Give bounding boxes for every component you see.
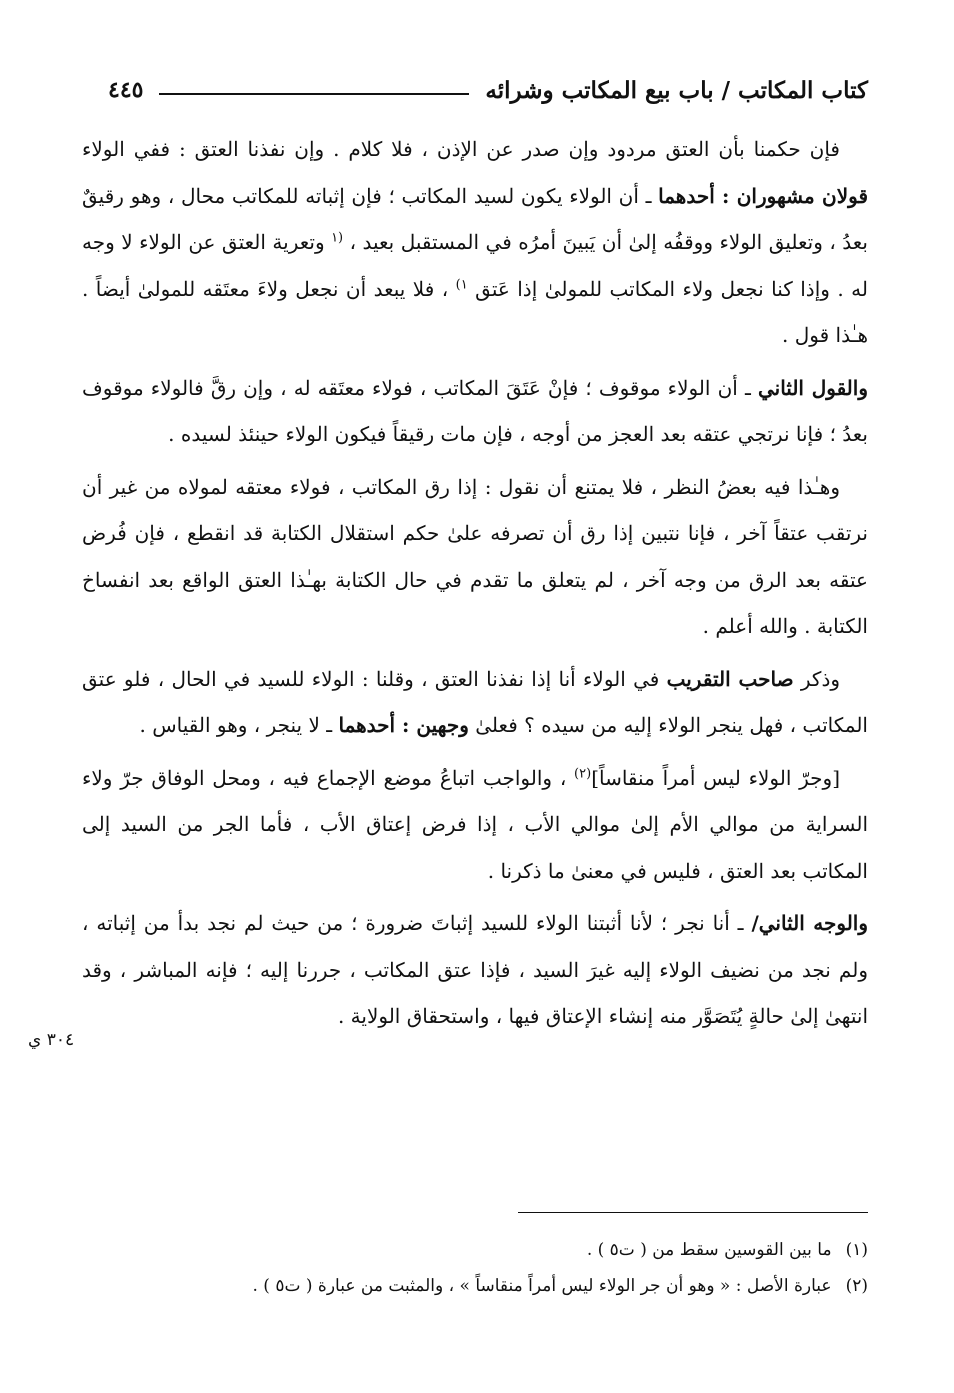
- footnote-text: عبارة الأصل : « وهو أن جر الولاء ليس أمراً منقاساً » ، والمثبت من عبارة ( ت٥ ) .: [252, 1276, 832, 1296]
- paragraph: [82, 656, 868, 749]
- paragraph: [82, 900, 868, 1040]
- footnote: [86, 1232, 868, 1268]
- body-text: [82, 126, 868, 1046]
- paragraph: [82, 126, 868, 359]
- footnote-number: (١): [845, 1240, 868, 1260]
- text-run: ـ أن الولاء موقوف ؛ فإنْ عَتَقَ المكاتب ، فولاء معتَقه له ، وإن رقَّ فالولاء موقوف بعدُ ؛ فإنا نرتجي عتقه بعد العجز من أوجه ، فإن مات رقيقاً فيكون الولاء حينئذ لسيده .: [82, 375, 868, 446]
- text-run: فإن حكمنا بأن العتق مردود وإن صدر عن الإذن ، فلا كلام . وإن نفذنا العتق : ففي الولاء: [82, 137, 840, 161]
- paragraph: [82, 365, 868, 458]
- footnote: [86, 1268, 868, 1304]
- bold-term: والوجه الثاني/: [751, 911, 869, 935]
- footnotes: [86, 1232, 868, 1304]
- footnote-rule: [518, 1212, 868, 1213]
- bold-term: والقول الثاني: [757, 375, 868, 400]
- bold-term: قولان مشهوران : أحدهما: [658, 183, 869, 208]
- footnote-ref: (١: [331, 230, 344, 246]
- text-run: وتعرية العتق عن الولاء لا وجه له . وإذا كنا نجعل ولاء المكاتب للمولىٰ إذا عَتق: [82, 230, 868, 301]
- margin-manuscript-ref: ٣٠٤ ي: [28, 1030, 75, 1050]
- text-run: [وجرّ الولاء ليس أمراً منقاساً]: [591, 765, 840, 790]
- bold-term: وجهين : أحدهما: [338, 713, 469, 737]
- text-run: في الولاء أنا إذا نفذنا العتق ، وقلنا : الولاء للسيد في الحال ، فلو عتق المكاتب ، فهل ينجر الولاء إليه من سيده ؟ فعلىٰ: [82, 666, 868, 737]
- bold-term: صاحب التقريب: [666, 666, 794, 691]
- footnote-text: ما بين القوسين سقط من ( ت٥ ) .: [586, 1240, 832, 1260]
- page-number: ٤٤٥: [108, 77, 144, 103]
- text-run: ـ أنا نجر ؛ لأنا أثبتنا الولاء للسيد إثباتَ ضرورة ؛ من حيث لم نجد بدأ من إثباته ، ولم نجد من نضيف الولاء إليه غيرَ السيد ، فإذا عتق المكاتب ، جررنا إليه ؛ فإنه المباشر ، وقد انتهىٰ إلىٰ حالةٍ يُتَصَوَّر منه إنشاء الإعتاق فيها ، واستحقاق الولاية .: [82, 911, 868, 1028]
- text-run: ـ لا ينجر ، وهو القياس .: [139, 713, 339, 737]
- paragraph: [82, 755, 868, 895]
- running-header: [108, 70, 868, 110]
- footnote-ref: (٢): [574, 765, 592, 781]
- header-title: كتاب المكاتب / باب بيع المكاتب وشرائه: [485, 76, 868, 104]
- footnote-number: (٢): [845, 1276, 868, 1296]
- text-run: ، والواجب اتباعُ موضع الإجماع فيه ، ومحل الوفاق جرّ ولاء السراية من موالي الأم إلىٰ موالي الأب ، إذا فرض إعتاق الأب ، فأما الجر من السيد إلى المكاتب بعد العتق ، فليس في معنىٰ ما ذكرنا .: [82, 765, 868, 883]
- text-run: ـ أن الولاء يكون لسيد المكاتب ؛ فإن إثباته للمكاتب محال ، وهو رقيقٌ بعدُ ، وتعليق الولاء ووقفُه إلىٰ أن يَبينَ أمرُه في المستقبل بعيد ،: [82, 183, 868, 254]
- header-rule: [159, 93, 469, 95]
- paragraph: [82, 464, 868, 650]
- text-run: وهـٰذا فيه بعضُ النظر ، فلا يمتنع أن نقول : إذا رق المكاتب ، فولاء معتقه لمولاه من غير أن نرتقب عتقاً آخر ، فإنا نتبين إذا رق أن تصرفه علىٰ حكم استقلال الكتابة قد انقطع ، فإن فُرض عتقه بعد الرق من وجه آخر ، لم يتعلق ما تقدم في حال الكتابة بهـٰذا العتق الواقع بعد انفساخ الكتابة . والله أعلم .: [82, 474, 868, 638]
- footnote-ref: ١): [455, 276, 468, 292]
- text-run: ، فلا يبعد أن نجعل ولاءَ معتَقه للمولىٰ أيضاً . هـٰذا قول .: [82, 276, 868, 347]
- text-run: وذكر: [793, 666, 841, 691]
